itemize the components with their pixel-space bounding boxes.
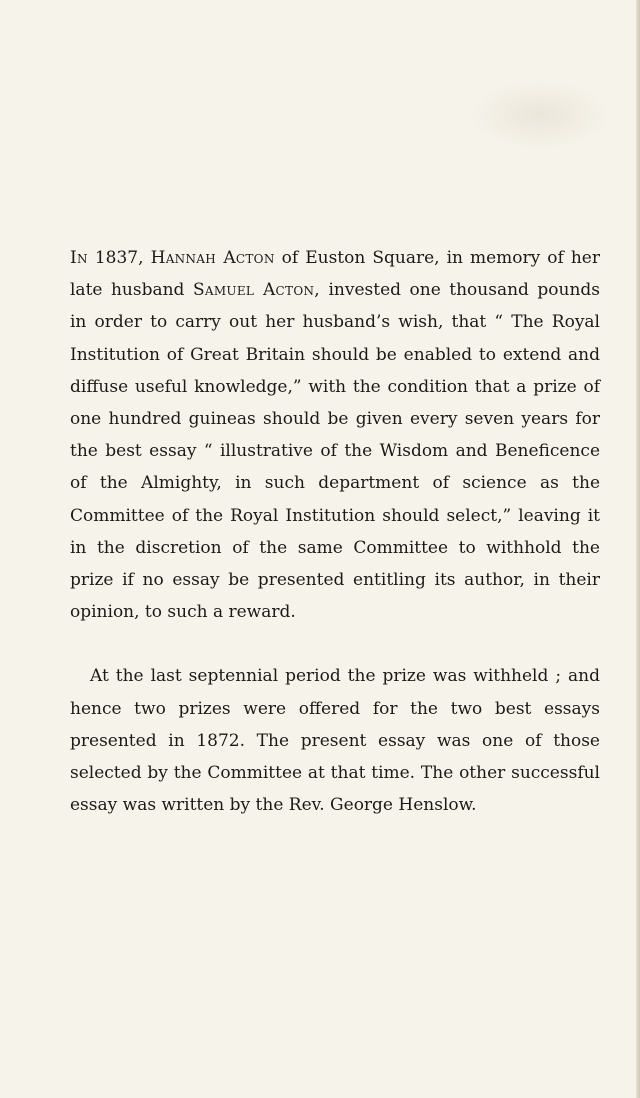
- paragraph-text: At the last septennial period the prize was withheld ; and hence two prizes were offered for the two best essays presented in 1872. The present essay was one of those selected by the Committee at that time. The other successful essay was written by the Rev. George Henslow.: [70, 666, 600, 816]
- page-edge: [636, 0, 640, 1098]
- husband-name: Samuel Acton,: [192, 280, 320, 301]
- founder-name: Hannah Acton: [150, 248, 275, 268]
- paper-smudge: [470, 80, 610, 150]
- paragraph-text: of Euston Square, in memory of her late husband: [70, 248, 600, 301]
- paragraph-acton-bequest: [70, 242, 600, 628]
- paragraph-prize-history: [70, 660, 600, 821]
- year: 1837,: [94, 248, 144, 268]
- paragraph-text: invested one thousand pounds in order to carry out her husband’s wish, that “ The Royal Institution of Great Britain should be enabled to extend and diffuse useful knowledge,” with the condition that a prize of one hundred guineas should be given every seven years for the best essay “ illustrative of the Wisdom and Beneficence of the Almighty, in such department of science as the Committee of the Royal Institution should select,” leaving it in the discretion of the same Committee to withhold the prize if no essay be presented entitling its author, in their opinion, to such a reward.: [70, 280, 601, 623]
- lead-in-word: In: [70, 248, 88, 268]
- document-body: [70, 242, 600, 821]
